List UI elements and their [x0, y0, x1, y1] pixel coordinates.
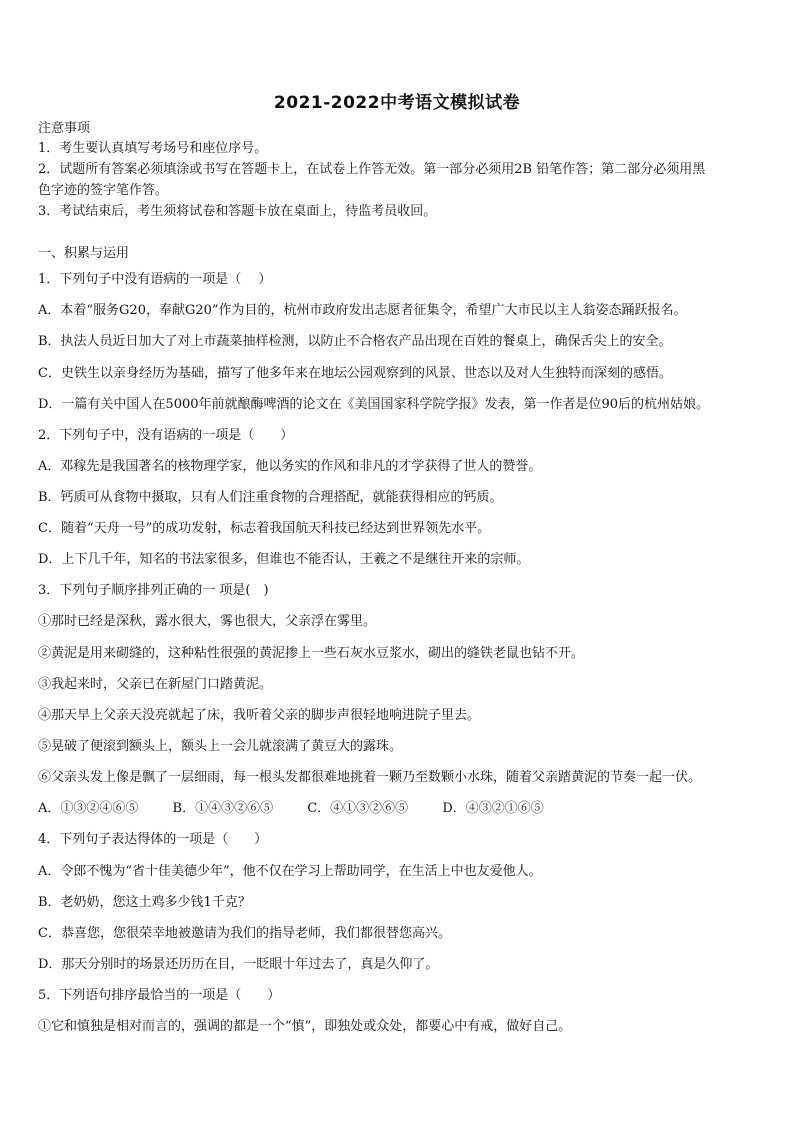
answer-option: D．④③②①⑥⑤ — [442, 801, 544, 816]
answer-option: C．④①③②⑥⑤ — [307, 801, 409, 816]
question-option: C．恭喜您，您很荣幸地被邀请为我们的指导老师，我们都很替您高兴。 — [38, 926, 451, 941]
notice-heading: 注意事项 — [38, 121, 91, 136]
question-stem: 4．下列句子表达得体的一项是（ ） — [38, 832, 268, 847]
section-heading: 一、积累与运用 — [38, 246, 130, 261]
question-option: D．那天分别时的场景还历历在目，一眨眼十年过去了，真是久仰了。 — [38, 957, 439, 972]
sentence-item: ②黄泥是用来砌缝的，这种粘性很强的黄泥掺上一些石灰水豆浆水，砌出的缝铁老鼠也钻不开。 — [38, 646, 585, 661]
question-option: A．邓稼先是我国著名的核物理学家，他以务实的作风和非凡的才学获得了世人的赞誉。 — [38, 459, 542, 474]
sentence-item: ④那天早上父亲天没亮就起了床，我听着父亲的脚步声很轻地响进院子里去。 — [38, 708, 481, 723]
sentence-item: ①它和慎独是相对而言的，强调的都是一个“慎”，即独处或众处，都要心中有戒，做好自己。 — [38, 1019, 572, 1034]
question-option: C．史铁生以亲身经历为基础，描写了他多年来在地坛公园观察到的风景、世态以及对人生独特而深刻的感悟。 — [38, 366, 672, 381]
notice-line: 2．试题所有答案必须填涂或书写在答题卡上，在试卷上作答无效。第一部分必须用2B 铅笔作答；第二部分必须用黑 — [38, 162, 706, 177]
question-option: A．本着“服务G20，奉献G20”作为目的，杭州市政府发出志愿者征集令，希望广大市民以主人翁姿态踊跃报名。 — [38, 303, 687, 318]
answer-option: A．①③②④⑥⑤ — [38, 801, 139, 816]
question-stem: 2．下列句子中，没有语病的一项是（ ） — [38, 428, 294, 443]
question-option: C．随着“天舟一号”的成功发射，标志着我国航天科技已经达到世界领先水平。 — [38, 521, 491, 536]
question-option: A．令郎不愧为“省十佳美德少年”，他不仅在学习上帮助同学，在生活上中也友爱他人。 — [38, 864, 542, 879]
notice-line: 3．考试结束后，考生须将试卷和答题卡放在桌面上，待监考员收回。 — [38, 204, 437, 219]
sentence-item: ⑥父亲头发上像是飘了一层细雨，每一根头发都很难地挑着一颗乃至数颗小水珠，随着父亲踏黄泥的节奏一起一伏。 — [38, 770, 702, 785]
sentence-item: ①那时已经是深秋，露水很大，雾也很大，父亲浮在雾里。 — [38, 614, 377, 629]
question-option: B．钙质可从食物中摄取，只有人们注重食物的合理搭配，就能获得相应的钙质。 — [38, 490, 503, 505]
answer-options-row — [38, 799, 768, 819]
question-option: D．上下几千年，知名的书法家很多，但谁也不能否认，王羲之不是继往开来的宗师。 — [38, 552, 530, 567]
page-title: 2021-2022中考语文模拟试卷 — [273, 93, 521, 113]
notice-line: 色字迹的签字笔作答。 — [38, 183, 169, 198]
question-stem: 1．下列句子中没有语病的一项是（ ） — [38, 272, 272, 287]
question-stem: 3．下列句子顺序排列正确的一 项是( ) — [38, 583, 269, 598]
question-option: B．执法人员近日加大了对上市蔬菜抽样检测，以防止不合格农产品出现在百姓的餐桌上，确保舌尖上的安全。 — [38, 334, 672, 349]
question-option: B．老奶奶，您这土鸡多少钱1千克？ — [38, 895, 251, 910]
answer-option: B．①④③②⑥⑤ — [172, 801, 274, 816]
notice-line: 1．考生要认真填写考场号和座位序号。 — [38, 141, 268, 156]
sentence-item: ③我起来时，父亲已在新屋门口踏黄泥。 — [38, 677, 273, 692]
question-option: D．一篇有关中国人在5000年前就酿酶啤酒的论文在《美国国家科学院学报》发表，第一作者是位90后的杭州姑娘。 — [38, 397, 710, 412]
question-stem: 5．下列语句排序最恰当的一项是（ ） — [38, 988, 281, 1003]
sentence-item: ⑤晃破了便滚到额头上，额头上一会儿就滚满了黄豆大的露珠。 — [38, 739, 403, 754]
